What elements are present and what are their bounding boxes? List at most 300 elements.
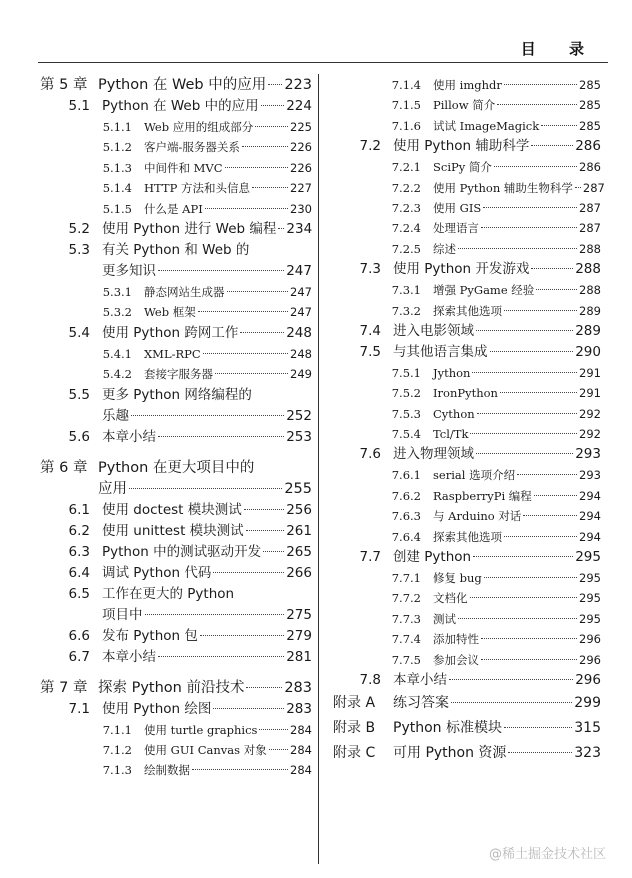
entry-page-number: 292 — [579, 406, 601, 421]
entry-page-number: 295 — [579, 571, 601, 586]
entry-title: 使用 Python 辅助生物科学 — [433, 180, 573, 195]
entry-page-number: 265 — [286, 543, 312, 560]
dot-leader — [536, 289, 577, 290]
dot-leader — [476, 453, 573, 454]
entry-title: 探索其他选项 — [433, 303, 502, 318]
dot-leader — [145, 614, 285, 615]
entry-number: 7.7.4 — [391, 632, 421, 647]
entry-number: 7.2.2 — [391, 180, 421, 195]
dot-leader — [517, 474, 577, 475]
toc-entry-subsection[interactable] — [333, 178, 605, 198]
section-spacer — [40, 448, 312, 458]
entry-number: 7.2 — [359, 138, 381, 155]
entry-page-number: 225 — [290, 120, 312, 134]
dot-leader — [497, 104, 577, 105]
toc-entry-subsection[interactable] — [40, 302, 312, 322]
entry-title: 使用 Python 开发游戏 — [393, 261, 530, 278]
dot-leader — [203, 353, 288, 354]
entry-title: SciPy 简介 — [433, 160, 492, 175]
entry-title: RaspberryPi 编程 — [433, 488, 532, 503]
entry-page-number: 283 — [286, 700, 312, 717]
entry-number: 5.1.3 — [102, 160, 132, 175]
dot-leader — [541, 125, 577, 126]
entry-title: 增强 PyGame 经验 — [433, 283, 535, 298]
entry-number: 5.2 — [68, 220, 90, 237]
entry-number: 7.2.5 — [391, 241, 421, 256]
toc-entry-subsection[interactable] — [40, 740, 312, 760]
dot-leader — [481, 638, 577, 639]
dot-leader — [263, 551, 284, 552]
toc-entry-appendix[interactable] — [333, 716, 601, 741]
dot-leader — [476, 330, 573, 331]
toc-entry-section[interactable] — [40, 427, 312, 448]
entry-number: 5.6 — [68, 428, 90, 445]
dot-leader — [484, 577, 577, 578]
entry-page-number: 256 — [286, 501, 312, 518]
entry-page-number: 287 — [582, 180, 605, 195]
entry-number: 7.5.3 — [391, 406, 421, 421]
entry-title: Web 应用的组成部分 — [144, 120, 254, 134]
entry-title: 探索 Python 前沿技术 — [98, 679, 245, 696]
toc-entry-chapter[interactable] — [40, 75, 312, 96]
entry-page-number: 255 — [284, 480, 312, 497]
dot-leader — [458, 248, 577, 249]
dot-leader — [131, 415, 284, 416]
entry-page-number: 248 — [286, 324, 312, 341]
toc-entry-section[interactable] — [40, 240, 312, 261]
toc-entry-section[interactable] — [40, 479, 312, 500]
toc-entry-subsection[interactable] — [333, 486, 601, 506]
entry-number: 7.1.6 — [391, 118, 421, 133]
dot-leader — [531, 145, 573, 146]
page-header — [0, 0, 632, 62]
toc-entry-section[interactable] — [40, 626, 312, 647]
dot-leader — [534, 495, 577, 496]
entry-page-number: 292 — [579, 427, 601, 442]
entry-title: XML-RPC — [144, 346, 201, 361]
toc-entry-subsection[interactable] — [40, 178, 312, 198]
dot-leader — [504, 727, 572, 728]
entry-title: Web 框架 — [144, 305, 196, 320]
entry-number: 5.1.1 — [102, 120, 132, 134]
toc-entry-section[interactable] — [40, 500, 312, 521]
entry-title: 修复 bug — [433, 571, 482, 586]
entry-number: 7.2.3 — [391, 200, 421, 215]
entry-number: 7.5.2 — [391, 386, 421, 401]
entry-page-number: 248 — [290, 346, 312, 361]
entry-title: 使用 Python 跨网工作 — [102, 324, 239, 341]
entry-number: 6.7 — [68, 648, 90, 665]
entry-number: 7.8 — [359, 671, 381, 688]
entry-title: 文档化 — [433, 591, 468, 606]
toc-entry-subsection[interactable] — [333, 609, 601, 629]
toc-entry-section[interactable] — [40, 584, 312, 605]
entry-title: Jython — [433, 365, 471, 380]
toc-entry-section[interactable] — [40, 219, 312, 240]
entry-title: 使用 Python 辅助科学 — [393, 138, 530, 155]
entry-title: 创建 Python — [393, 549, 472, 566]
entry-title: 试试 ImageMagick — [433, 118, 540, 133]
entry-title: 发布 Python 包 — [102, 627, 198, 644]
entry-page-number: 284 — [290, 763, 312, 778]
entry-title: 工作在更大的 Python — [102, 585, 235, 602]
entry-title: Python 标准模块 — [393, 719, 502, 736]
entry-title: 进入物理领域 — [393, 446, 474, 463]
entry-page-number: 285 — [579, 78, 601, 92]
entry-page-number: 291 — [579, 386, 601, 401]
entry-page-number: 224 — [286, 98, 312, 114]
toc-entry-section[interactable] — [333, 136, 601, 157]
toc-entry-subsection[interactable] — [40, 720, 312, 740]
entry-title: 使用 Python 绘图 — [102, 700, 212, 717]
entry-title: 与其他语言集成 — [393, 343, 488, 360]
toc-entry-subsection[interactable] — [40, 364, 312, 384]
toc-entry-subsection[interactable] — [333, 465, 601, 485]
entry-page-number: 226 — [290, 140, 312, 155]
entry-number: 第 5 章 — [40, 77, 88, 93]
entry-page-number: 281 — [286, 648, 312, 665]
entry-title: 绘制数据 — [144, 763, 190, 778]
toc-entry-subsection[interactable] — [40, 137, 312, 157]
dot-leader — [494, 166, 577, 167]
entry-title: 更多知识 — [102, 262, 156, 279]
entry-page-number: 295 — [579, 611, 601, 626]
entry-page-number: 295 — [579, 591, 601, 606]
entry-page-number: 253 — [286, 428, 312, 445]
entry-page-number: 247 — [286, 262, 312, 279]
entry-number: 7.6.4 — [391, 529, 421, 544]
entry-number: 7.3.2 — [391, 303, 421, 318]
dot-leader — [504, 310, 577, 311]
entry-title: 套接字服务器 — [144, 367, 213, 382]
entry-page-number: 252 — [286, 407, 312, 424]
toc-entry-appendix[interactable] — [333, 691, 601, 716]
dot-leader — [246, 530, 285, 531]
toc-entry-subsection[interactable] — [333, 424, 601, 444]
dot-leader — [481, 227, 577, 228]
entry-page-number: 247 — [290, 284, 312, 299]
dot-leader — [483, 207, 577, 208]
toc-entry-subsection[interactable] — [333, 629, 601, 649]
entry-page-number: 293 — [579, 468, 601, 483]
toc-entry-subsection[interactable] — [333, 650, 601, 670]
dot-leader — [261, 105, 285, 106]
section-spacer — [40, 668, 312, 678]
entry-page-number: 315 — [574, 719, 601, 736]
entry-number: 7.6.1 — [391, 468, 421, 483]
entry-number: 附录 A — [333, 694, 376, 711]
toc-entry-section[interactable] — [333, 670, 601, 691]
entry-page-number: 288 — [579, 241, 601, 256]
dot-leader — [477, 413, 577, 414]
toc-entry-subsection[interactable] — [333, 218, 601, 238]
entry-number: 第 6 章 — [40, 459, 88, 476]
dot-leader — [259, 729, 288, 730]
entry-title: serial 选项介绍 — [433, 468, 516, 483]
toc-entry-subsection[interactable] — [333, 198, 601, 218]
entry-page-number: 290 — [575, 343, 601, 360]
entry-number: 5.4.1 — [102, 346, 132, 361]
entry-title: Python 中的测试驱动开发 — [102, 543, 262, 560]
toc-entry-subsection[interactable] — [333, 363, 601, 383]
entry-title: 使用 unittest 模块测试 — [102, 522, 244, 539]
toc-entry-subsection[interactable] — [40, 282, 312, 302]
dot-leader — [523, 515, 577, 516]
dot-leader — [200, 635, 284, 636]
dot-leader — [213, 572, 284, 573]
dot-leader — [470, 433, 577, 434]
dot-leader — [500, 392, 577, 393]
entry-number: 6.6 — [68, 627, 90, 644]
entry-page-number: 227 — [290, 181, 312, 196]
toc-entry-section[interactable] — [40, 323, 312, 344]
entry-page-number: 261 — [286, 522, 312, 539]
entry-title: 有关 Python 和 Web 的 — [102, 241, 250, 258]
entry-page-number: 283 — [284, 679, 312, 696]
dot-leader — [129, 488, 282, 489]
entry-title: Tcl/Tk — [433, 427, 469, 442]
toc-entry-subsection[interactable] — [333, 568, 601, 588]
toc-entry-section[interactable] — [40, 647, 312, 668]
entry-page-number: 285 — [579, 98, 601, 113]
entry-number: 7.4 — [359, 322, 381, 339]
toc-entry-section[interactable] — [40, 261, 312, 282]
entry-title: 什么是 API — [144, 201, 203, 216]
entry-page-number: 288 — [575, 261, 601, 278]
entry-number: 7.1.3 — [102, 763, 132, 778]
toc-entry-subsection[interactable] — [333, 157, 601, 177]
entry-title: 乐趣 — [102, 407, 129, 424]
toc-entry-appendix[interactable] — [333, 741, 601, 766]
entry-page-number: 296 — [579, 652, 601, 667]
entry-title: 参加会议 — [433, 652, 479, 667]
entry-page-number: 294 — [579, 529, 601, 544]
dot-leader — [504, 84, 577, 85]
entry-number: 7.5.4 — [391, 427, 421, 442]
entry-title: IronPython — [433, 386, 498, 401]
entry-title: 本章小结 — [102, 428, 156, 445]
dot-leader — [490, 351, 574, 352]
toc-entry-subsection[interactable] — [40, 199, 312, 219]
entry-number: 7.1.1 — [102, 722, 132, 737]
header-rule — [38, 62, 608, 63]
entry-title: 进入电影领域 — [393, 322, 474, 339]
entry-page-number: 288 — [579, 283, 601, 298]
entry-page-number: 289 — [575, 322, 601, 339]
entry-number: 5.3.2 — [102, 305, 132, 320]
entry-title: 使用 turtle graphics — [144, 722, 258, 737]
entry-title: 静态网站生成器 — [144, 284, 225, 299]
toc-entry-subsection[interactable] — [333, 280, 601, 300]
entry-title: 调试 Python 代码 — [102, 564, 212, 581]
entry-number: 7.5 — [359, 343, 381, 360]
entry-number: 7.6 — [359, 446, 381, 463]
toc-entry-chapter[interactable] — [40, 458, 312, 479]
entry-page-number: 299 — [574, 694, 601, 711]
toc-entry-section[interactable] — [333, 259, 601, 280]
entry-page-number: 275 — [286, 606, 312, 623]
entry-number: 7.1 — [68, 700, 90, 717]
toc-left-column — [40, 75, 312, 781]
entry-page-number: 234 — [286, 220, 313, 237]
entry-title: 应用 — [98, 480, 127, 497]
entry-title: Python 在 Web 中的应用 — [102, 98, 259, 114]
dot-leader — [278, 228, 284, 229]
toc-entry-chapter[interactable] — [40, 678, 312, 699]
dot-leader — [244, 509, 284, 510]
entry-number: 6.4 — [68, 564, 90, 581]
toc-entry-section[interactable] — [40, 406, 312, 427]
toc-entry-subsection[interactable] — [40, 158, 312, 178]
entry-title: 与 Arduino 对话 — [433, 509, 522, 524]
entry-number: 7.7 — [359, 549, 381, 566]
entry-title: 本章小结 — [393, 671, 447, 688]
entry-page-number: 296 — [579, 632, 601, 647]
entry-page-number: 284 — [290, 742, 312, 757]
entry-number: 7.7.5 — [391, 652, 421, 667]
dot-leader — [252, 187, 288, 188]
entry-number: 6.5 — [68, 585, 90, 602]
entry-title: Cython — [433, 406, 475, 421]
entry-page-number: 287 — [579, 200, 601, 215]
entry-number: 7.5.1 — [391, 365, 421, 380]
entry-page-number: 230 — [290, 201, 312, 216]
entry-number: 7.1.5 — [391, 98, 421, 113]
entry-page-number: 293 — [575, 446, 601, 463]
entry-page-number: 284 — [290, 722, 312, 737]
entry-number: 7.1.2 — [102, 742, 132, 757]
toc-entry-subsection[interactable] — [333, 404, 601, 424]
entry-page-number: 296 — [575, 671, 601, 688]
dot-leader — [240, 332, 284, 333]
entry-number: 5.1.5 — [102, 201, 132, 216]
entry-title: 添加特性 — [433, 632, 479, 647]
entry-number: 第 7 章 — [40, 679, 88, 696]
entry-title: 更多 Python 网络编程的 — [102, 386, 252, 403]
dot-leader — [246, 687, 282, 688]
entry-number: 7.6.2 — [391, 488, 421, 503]
dot-leader — [215, 373, 288, 374]
entry-number: 7.3.1 — [391, 283, 421, 298]
entry-number: 5.1 — [68, 98, 90, 114]
toc-entry-section[interactable] — [40, 521, 312, 542]
toc-entry-section[interactable] — [40, 96, 312, 117]
entry-number: 5.5 — [68, 386, 90, 403]
entry-number: 5.3.1 — [102, 284, 132, 299]
entry-title: 可用 Python 资源 — [393, 744, 507, 761]
entry-page-number: 279 — [286, 627, 312, 644]
entry-title: Python 在更大项目中的 — [98, 459, 255, 476]
entry-title: 使用 GIS — [433, 200, 482, 215]
toc-entry-subsection[interactable] — [333, 506, 601, 526]
entry-number: 7.6.3 — [391, 509, 421, 524]
entry-title: 处理语言 — [433, 221, 479, 236]
entry-number: 6.1 — [68, 501, 90, 518]
entry-title: HTTP 方法和头信息 — [144, 181, 250, 196]
entry-page-number: 323 — [574, 744, 601, 761]
toc-entry-subsection[interactable] — [40, 344, 312, 364]
entry-page-number: 286 — [579, 160, 601, 175]
dot-leader — [192, 769, 288, 770]
dot-leader — [470, 597, 578, 598]
entry-number: 7.2.1 — [391, 160, 421, 175]
entry-title: 中间件和 MVC — [144, 160, 223, 175]
toc-entry-subsection[interactable] — [333, 527, 601, 547]
entry-page-number: 285 — [579, 118, 601, 133]
toc-entry-subsection[interactable] — [40, 117, 312, 137]
dot-leader — [158, 436, 284, 437]
entry-title: 练习答案 — [393, 694, 449, 711]
entry-page-number: 294 — [579, 509, 601, 524]
entry-number: 6.2 — [68, 522, 90, 539]
toc-entry-section[interactable] — [40, 563, 312, 584]
column-divider — [318, 74, 319, 864]
entry-number: 7.2.4 — [391, 221, 421, 236]
toc-entry-section[interactable] — [333, 444, 601, 465]
dot-leader — [531, 268, 573, 269]
entry-page-number: 223 — [284, 77, 312, 93]
entry-page-number: 286 — [575, 138, 601, 155]
dot-leader — [205, 208, 288, 209]
dot-leader — [575, 187, 581, 188]
toc-entry-section[interactable] — [40, 605, 312, 626]
toc-entry-subsection[interactable] — [40, 760, 312, 780]
toc-entry-subsection[interactable] — [333, 75, 601, 95]
dot-leader — [449, 679, 573, 680]
dot-leader — [504, 536, 577, 537]
entry-number: 7.1.4 — [391, 78, 421, 92]
entry-title: 使用 imghdr — [433, 78, 502, 92]
entry-page-number: 295 — [575, 549, 601, 566]
toc-entry-section[interactable] — [40, 542, 312, 563]
toc-entry-subsection[interactable] — [333, 383, 601, 403]
toc-entry-subsection[interactable] — [333, 588, 601, 608]
dot-leader — [268, 84, 282, 85]
dot-leader — [198, 311, 288, 312]
dot-leader — [458, 618, 577, 619]
toc-entry-subsection[interactable] — [333, 301, 601, 321]
entry-number: 7.7.3 — [391, 611, 421, 626]
toc-entry-section[interactable] — [40, 385, 312, 406]
toc-entry-section[interactable] — [333, 321, 601, 342]
entry-title: 综述 — [433, 241, 456, 256]
toc-entry-subsection[interactable] — [333, 116, 601, 136]
entry-title: Pillow 简介 — [433, 98, 496, 113]
dot-leader — [242, 146, 288, 147]
entry-title: Python 在 Web 中的应用 — [98, 77, 267, 93]
entry-page-number: 294 — [579, 488, 601, 503]
dot-leader — [269, 749, 288, 750]
entry-page-number: 291 — [579, 365, 601, 380]
toc-entry-section[interactable] — [333, 547, 601, 568]
entry-page-number: 247 — [290, 305, 312, 320]
entry-title: 项目中 — [102, 606, 143, 623]
entry-title: 探索其他选项 — [433, 529, 502, 544]
entry-number: 7.3 — [359, 261, 381, 278]
toc-entry-subsection[interactable] — [333, 239, 601, 259]
dot-leader — [213, 708, 284, 709]
toc-right-column — [333, 75, 605, 766]
header-title: 目 录 — [520, 40, 598, 58]
toc-entry-section[interactable] — [333, 342, 601, 363]
entry-number: 5.4.2 — [102, 367, 132, 382]
dot-leader — [508, 752, 572, 753]
entry-page-number: 226 — [290, 160, 312, 175]
toc-entry-section[interactable] — [40, 699, 312, 720]
dot-leader — [473, 556, 573, 557]
entry-number: 6.3 — [68, 543, 90, 560]
toc-entry-subsection[interactable] — [333, 95, 601, 115]
